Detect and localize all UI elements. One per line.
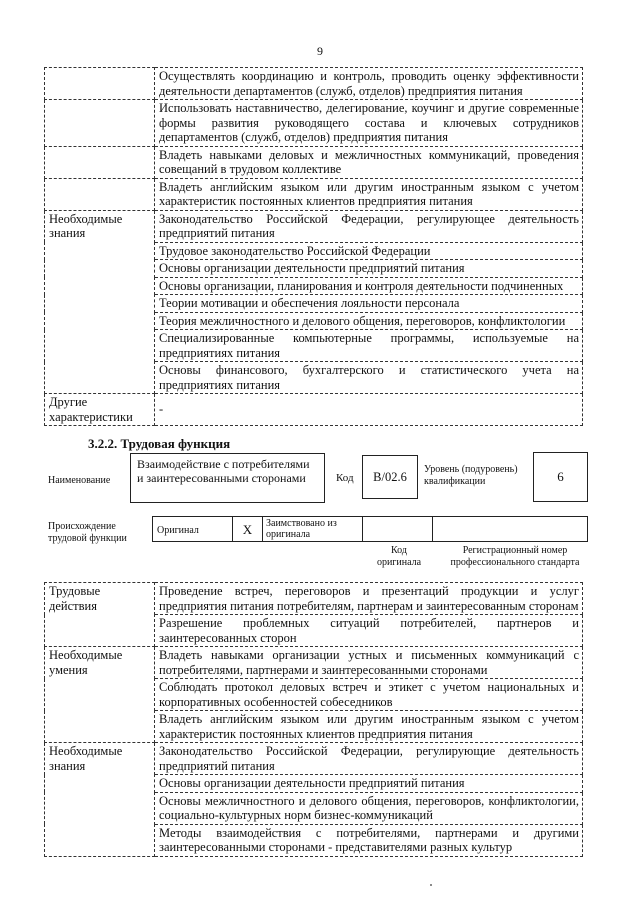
code-original-label: Код оригинала <box>376 545 422 568</box>
table-cell: Осуществлять координацию и контроль, проводить оценку эффективности деятельности департаментов (служб, отделов) предприятия питания <box>155 68 583 100</box>
table-cell: - <box>155 394 583 426</box>
reg-number-cell <box>433 517 587 541</box>
table-row <box>45 647 583 679</box>
table-row <box>45 100 583 147</box>
table-row <box>45 146 583 178</box>
scan-speck <box>430 884 432 886</box>
table-cell: Владеть навыками деловых и межличностных коммуникаций, проведения совещаний в трудовом коллективе <box>155 146 583 178</box>
table-row <box>45 394 583 426</box>
origin-label: Происхождение трудовой функции <box>48 521 127 544</box>
table-cell: Соблюдать протокол деловых встреч и этикет с учетом национальных и корпоративных особенностей собеседников <box>155 679 583 711</box>
table-cell: Владеть английским языком или другим иностранным языком с учетом характеристик постоянных клиентов предприятия питания <box>155 711 583 743</box>
origin-table <box>152 516 588 542</box>
skills-knowledge-table-1 <box>44 67 583 426</box>
table-cell: Основы межличностного и делового общения, переговоров, конфликтологии, социально-культурных норм бизнес-коммуникаций <box>155 792 583 824</box>
table-cell: Основы организации, планирования и контроля деятельности подчиненных <box>155 277 583 295</box>
table-cell: Законодательство Российской Федерации, регулирующее деятельность предприятий питания <box>155 210 583 242</box>
reg-number-label: Регистрационный номер профессионального стандарта <box>450 545 580 568</box>
table-cell: Методы взаимодействия с потребителями, партнерами и другими заинтересованными сторонами - представителями разных культур <box>155 824 583 856</box>
original-label: Оригинал <box>153 517 233 541</box>
code-label: Код <box>336 472 354 484</box>
table-cell: Основы организации деятельности предприятий питания <box>155 260 583 278</box>
table-cell: Основы организации деятельности предприятий питания <box>155 775 583 793</box>
table-cell: Владеть навыками организации устных и письменных коммуникаций с потребителями, партнерами и заинтересованными сторонами <box>155 647 583 679</box>
table-cell: Законодательство Российской Федерации, регулирующие деятельность предприятий питания <box>155 743 583 775</box>
function-title: 3.2.2. Трудовая функция <box>88 436 231 451</box>
row-label-knowledge: Необходимые знания <box>45 210 155 394</box>
table-cell: Разрешение проблемных ситуаций потребителей, партнеров и заинтересованных сторон <box>155 615 583 647</box>
original-mark: X <box>233 517 263 541</box>
row-label-skills: Необходимые умения <box>45 647 155 743</box>
row-label-actions: Трудовые действия <box>45 583 155 647</box>
table-row <box>45 210 583 242</box>
table-cell: Основы финансового, бухгалтерского и статистического учета на предприятиях питания <box>155 362 583 394</box>
table-row <box>45 178 583 210</box>
row-label <box>45 68 155 100</box>
table-row <box>45 583 583 615</box>
function-code-box: B/02.6 <box>362 455 418 499</box>
level-box: 6 <box>533 452 588 502</box>
borrowed-label: Заимствовано из оригинала <box>263 517 363 541</box>
row-label-knowledge-2: Необходимые знания <box>45 743 155 857</box>
name-label: Наименование <box>48 475 111 486</box>
function-name-box: Взаимодействие с потребителями и заинтересованными сторонами <box>130 453 325 503</box>
skills-knowledge-table-2 <box>44 582 583 857</box>
table-row <box>45 743 583 775</box>
level-label: Уровень (подуровень) квалификации <box>424 464 518 487</box>
row-label-other: Другие характеристики <box>45 394 155 426</box>
table-row <box>45 68 583 100</box>
table-cell: Специализированные компьютерные программы, используемые на предприятиях питания <box>155 330 583 362</box>
table-cell: Использовать наставничество, делегирование, коучинг и другие современные формы развития руководящего состава и ключевых сотрудников департаментов (служб, отделов) предприятия питания <box>155 100 583 147</box>
table-cell: Трудовое законодательство Российской Федерации <box>155 242 583 260</box>
table-cell: Проведение встреч, переговоров и презентаций продукции и услуг предприятия питания потребителям, партнерам и заинтересованным сторонам <box>155 583 583 615</box>
table-cell: Теория межличностного и делового общения, переговоров, конфликтологии <box>155 312 583 330</box>
table-cell: Владеть английским языком или другим иностранным языком с учетом характеристик постоянных клиентов предприятия питания <box>155 178 583 210</box>
table-cell: Теории мотивации и обеспечения лояльности персонала <box>155 295 583 313</box>
page-number: 9 <box>317 44 323 58</box>
code-original-cell <box>363 517 433 541</box>
